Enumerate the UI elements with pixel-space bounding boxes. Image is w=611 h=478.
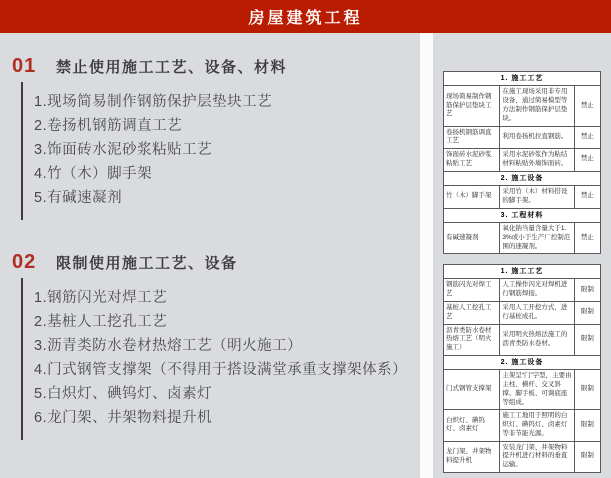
list-item: 1.钢筋闪光对焊工艺 — [34, 290, 168, 306]
cell-status: 限制 — [574, 370, 600, 410]
cell-name: 饰面砖水泥砂浆粘贴工艺 — [444, 149, 500, 172]
page-title-banner — [0, 0, 611, 33]
list-item: 3.沥青类防水卷材热熔工艺（明火施工） — [34, 338, 303, 354]
cell-status: 限制 — [574, 301, 600, 324]
cell-status: 禁止 — [574, 186, 600, 209]
cell-status: 禁止 — [574, 149, 600, 172]
cell-desc: 采用水泥砂浆作为粘结材料粘贴外墙饰面砖。 — [500, 149, 574, 172]
table-row — [444, 186, 601, 209]
cell-desc: 在施工现场采用非专用设备，通过简易模型等方法制作钢筋保护层垫块。 — [500, 86, 574, 126]
list-item: 6.龙门架、井架物料提升机 — [34, 410, 213, 426]
cell-name: 门式钢管支撑架 — [444, 370, 500, 410]
cell-status: 限制 — [574, 324, 600, 355]
table-row — [444, 324, 601, 355]
section-title: 限制使用施工工艺、设备 — [56, 255, 238, 272]
cell-name: 有碱速凝剂 — [444, 222, 500, 253]
table-row — [444, 86, 601, 126]
table-row — [444, 441, 601, 472]
cell-status: 限制 — [574, 441, 600, 472]
section-title: 禁止使用施工工艺、设备、材料 — [56, 59, 288, 76]
table-row — [444, 279, 601, 302]
panel-divider — [420, 33, 433, 478]
section-header — [12, 55, 412, 78]
cell-desc: 采用竹（木）材料搭设的脚手架。 — [500, 186, 574, 209]
section-header — [12, 251, 412, 274]
cell-name: 钢筋闪光对焊工艺 — [444, 279, 500, 302]
list-item: 5.白炽灯、碘钨灯、卤素灯 — [34, 386, 213, 402]
table-group-header-row — [444, 208, 601, 222]
table-group-header-row — [444, 265, 601, 279]
list-item: 1.现场简易制作钢筋保护层垫块工艺 — [34, 94, 273, 110]
group-header: 2. 施工设备 — [444, 355, 601, 369]
group-header: 1. 施工工艺 — [444, 72, 601, 86]
list-item: 4.门式钢管支撑架（不得用于搭设满堂承重支撑架体系） — [34, 362, 408, 378]
table-row — [444, 149, 601, 172]
table-group-header-row — [444, 72, 601, 86]
cell-desc: 氧化钠当量含量大于1.3%或小于生产厂控制范围的速凝剂。 — [500, 222, 574, 253]
group-header: 3. 工程材料 — [444, 208, 601, 222]
cell-name: 沥青类防水卷材热熔工艺（明火施工） — [444, 324, 500, 355]
table-row — [444, 126, 601, 149]
table-group-header-row — [444, 355, 601, 369]
section-list — [21, 278, 412, 440]
cell-status: 禁止 — [574, 222, 600, 253]
cell-name: 竹（木）脚手架 — [444, 186, 500, 209]
cell-name: 龙门架、井架物料提升机 — [444, 441, 500, 472]
cell-desc: 采用明火热熔法施工的沥青类防水卷材。 — [500, 324, 574, 355]
cell-status: 限制 — [574, 410, 600, 441]
cell-desc: 施工工地用于照明的白炽灯、碘钨灯、卤素灯等非节能光源。 — [500, 410, 574, 441]
list-item: 3.饰面砖水泥砂浆粘贴工艺 — [34, 142, 213, 158]
cell-name: 基桩人工挖孔工艺 — [444, 301, 500, 324]
section-number: 02 — [12, 251, 37, 273]
cell-name: 现场简易制作钢筋保护层垫块工艺 — [444, 86, 500, 126]
left-panel — [0, 33, 420, 478]
cell-status: 限制 — [574, 279, 600, 302]
cell-status: 禁止 — [574, 126, 600, 149]
list-item: 2.卷扬机钢筋调直工艺 — [34, 118, 183, 134]
cell-status: 禁止 — [574, 86, 600, 126]
prohibited-detail-table — [443, 71, 601, 254]
restricted-detail-table — [443, 264, 601, 473]
section-number: 01 — [12, 55, 37, 77]
list-item: 4.竹（木）脚手架 — [34, 166, 153, 182]
cell-desc: 采用人工开挖方式，进行基桩成孔。 — [500, 301, 574, 324]
table-row — [444, 222, 601, 253]
cell-name: 白炽灯、碘钨灯、卤素灯 — [444, 410, 500, 441]
section-list — [21, 82, 412, 220]
list-item: 2.基桩人工挖孔工艺 — [34, 314, 168, 330]
cell-desc: 安装龙门架、井架物料提升机进行材料的垂直运输。 — [500, 441, 574, 472]
group-header: 1. 施工工艺 — [444, 265, 601, 279]
list-item: 5.有碱速凝剂 — [34, 190, 123, 206]
cell-desc: 人工操作闪光对焊机进行钢筋焊接。 — [500, 279, 574, 302]
right-panel — [433, 33, 611, 478]
table-row — [444, 301, 601, 324]
group-header: 2. 施工设备 — [444, 171, 601, 185]
table-group-header-row — [444, 171, 601, 185]
table-row — [444, 370, 601, 410]
section-prohibited — [12, 55, 412, 220]
cell-name: 卷扬机钢筋调直工艺 — [444, 126, 500, 149]
table-row — [444, 410, 601, 441]
page-title: 房屋建筑工程 — [248, 10, 363, 27]
cell-desc: 主架呈“门”字型，主要由主柱、横杆、交叉斜撑、脚手板、可调底座等组成。 — [500, 370, 574, 410]
cell-desc: 利用卷扬机拉直钢筋。 — [500, 126, 574, 149]
section-restricted — [12, 251, 412, 440]
